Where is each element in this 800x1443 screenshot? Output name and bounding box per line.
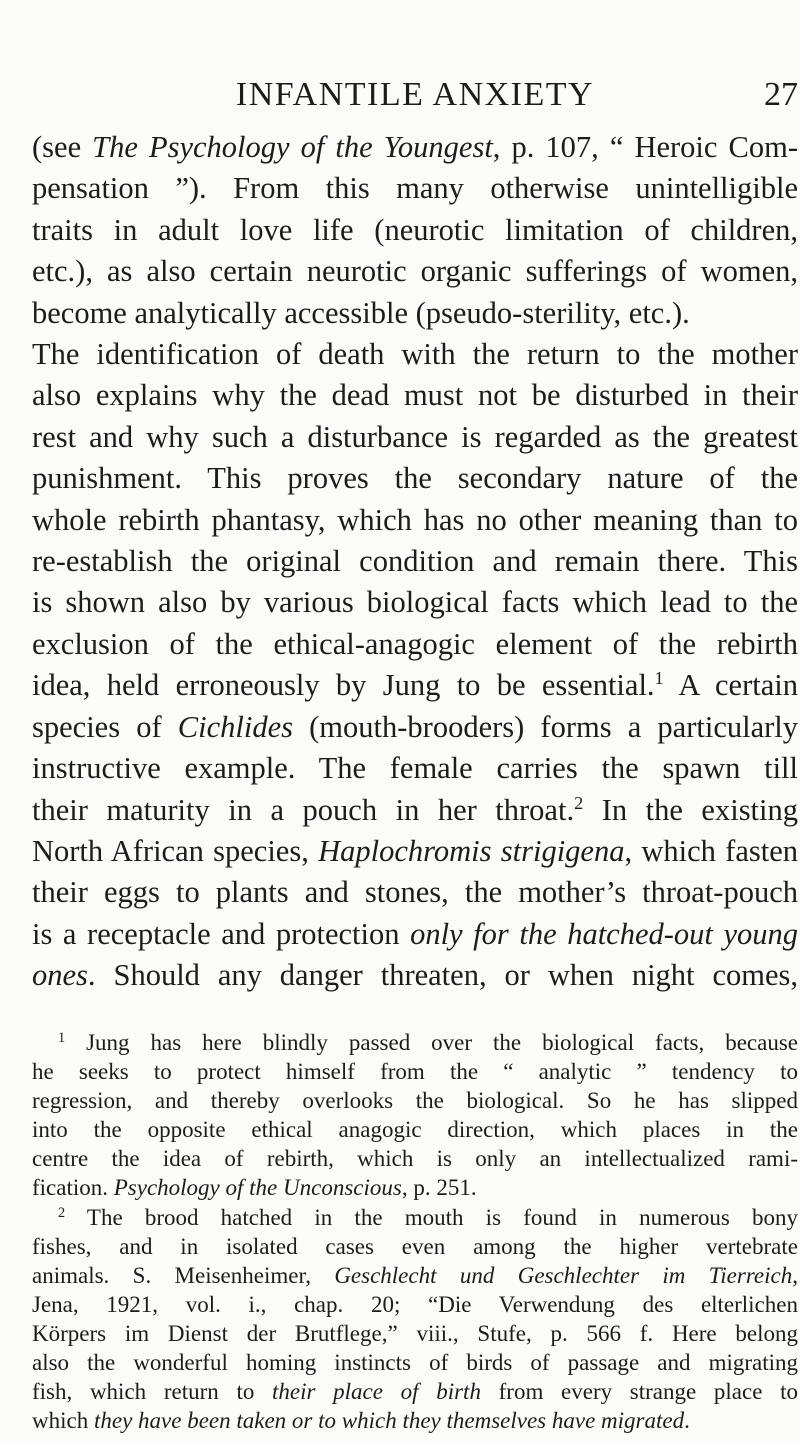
footnote-line: fication. Psychology of the Unconscious, p. 251.: [32, 1175, 477, 1201]
body-line: instructive example. The female carries the spawn till: [32, 751, 798, 786]
body-line: rest and why such a disturbance is regarded as the greatest: [32, 419, 798, 454]
footnote-ref-1[interactable]: 1: [654, 668, 664, 689]
body-line: re-establish the original condition and remain there. This: [32, 544, 798, 579]
footnote-1: [32, 1028, 798, 1203]
footnote-line: animals. S. Meisenheimer, Geschlecht und Geschlechter im Tierreich,: [32, 1262, 798, 1288]
footnote-ref-2[interactable]: 2: [574, 792, 584, 813]
body-line: traits in adult love life (neurotic limitation of children,: [32, 212, 798, 247]
footnote-line: he seeks to protect himself from the “ analytic ” tendency to: [32, 1059, 798, 1085]
body-line: their eggs to plants and stones, the mother’s throat-pouch: [32, 875, 798, 910]
footnote-line: into the opposite ethical anagogic direction, which places in the: [32, 1117, 798, 1143]
footnote-line: which they have been taken or to which they themselves have migrated.: [32, 1408, 690, 1434]
footnote-line: Jena, 1921, vol. i., chap. 20; “Die Verwendung des elterlichen: [32, 1291, 798, 1317]
footnote-line: regression, and thereby overlooks the biological. So he has slipped: [32, 1088, 798, 1114]
body-line: ones. Should any danger threaten, or when night comes,: [32, 958, 798, 993]
footnote-line: also the wonderful homing instincts of birds of passage and migrating: [32, 1350, 798, 1376]
footnote-2: [32, 1203, 798, 1436]
footnote-line: $^1$ Jung has here blindly passed over the biological facts, because: [58, 1030, 798, 1055]
body-line: become analytically accessible (pseudo-sterility, etc.).: [32, 295, 690, 330]
page-number: 27: [764, 76, 798, 113]
body-line: is shown also by various biological facts which lead to the: [32, 585, 798, 620]
body-line: (see The Psychology of the Youngest, p. 107, “ Heroic Com-: [32, 130, 798, 164]
footnote-mark: 1: [58, 1030, 66, 1047]
footnote-line: Körpers im Dienst der Brutflege,” viii., Stufe, p. 566 f. Here belong: [32, 1320, 798, 1346]
body-line: pensation ”). From this many otherwise unintelligible: [32, 171, 798, 206]
body-line: North African species, Haplochromis strigigena, which fasten: [32, 833, 798, 868]
body-line: punishment. This proves the secondary nature of the: [32, 461, 798, 496]
body-line: whole rebirth phantasy, which has no other meaning than to: [32, 502, 798, 537]
footnote-line: fish, which return to their place of birth from every strange place to: [32, 1379, 798, 1405]
body-line: exclusion of the ethical-anagogic element of the rebirth: [32, 626, 798, 661]
footnote-line: $^2$ The brood hatched in the mouth is found in numerous bony: [58, 1204, 798, 1230]
running-head: INFANTILE ANXIETY: [235, 76, 595, 113]
body-line: The identification of death with the return to the mother: [32, 337, 798, 372]
footnotes: [32, 1028, 798, 1435]
body-text: [32, 127, 798, 997]
footnote-line: centre the idea of rebirth, which is only an intellectualized rami-: [32, 1146, 798, 1172]
body-line: is a receptacle and protection only for the hatched-out young: [32, 916, 798, 951]
body-line: idea, held erroneously by Jung to be essential.$^1$ A certain: [32, 668, 798, 703]
body-line: species of Cichlides (mouth-brooders) forms a particularly: [32, 709, 798, 744]
body-line: their maturity in a pouch in her throat.$^2$ In the existing: [32, 792, 799, 827]
body-line: also explains why the dead must not be disturbed in their: [32, 378, 798, 413]
footnote-mark: 2: [58, 1204, 66, 1221]
body-line: etc.), as also certain neurotic organic sufferings of women,: [32, 254, 798, 289]
footnote-line: fishes, and in isolated cases even among the higher vertebrate: [32, 1233, 798, 1259]
page-header: [32, 76, 798, 116]
